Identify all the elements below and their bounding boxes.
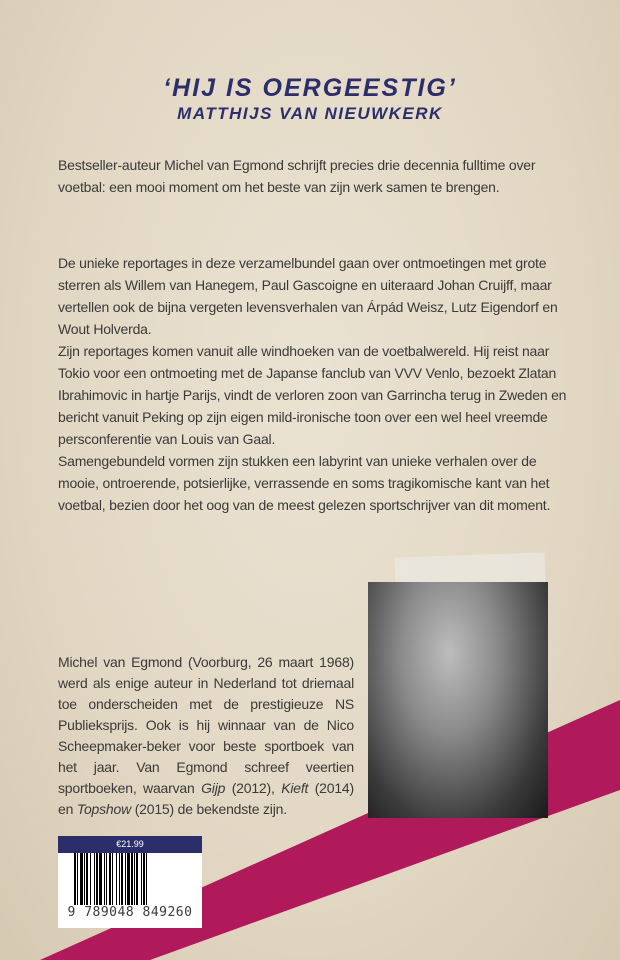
author-photo [368,582,548,818]
bio-text: (2015) de bekendste zijn. [131,801,287,817]
price: €21.99 [58,836,202,853]
book-title: Kieft [281,780,309,796]
barcode-bar [147,853,149,905]
quote-headline: ‘HIJ IS OERGEESTIG’ [163,74,457,102]
book-title: Gijp [201,780,226,796]
blurb [58,252,570,516]
quote-attribution: MATTHIJS VAN NIEUWKERK [177,104,443,123]
isbn: 9 789048 849260 [67,905,193,920]
intro-paragraph [58,154,570,198]
author-bio [58,652,354,820]
bio-text: (2014) en [58,780,354,817]
paragraph-2: De unieke reportages in deze verzamelbundel gaan over ontmoetingen met grote sterren als Willem van Hanegem, Paul Gascoigne en uiteraard Johan Cruijff, maar vertellen ook de bijna vergeten levensverhalen van Árpád Weisz, Lutz Eigendorf en Wout Holverda. [58,255,558,337]
paragraph-3: Zijn reportages komen vanuit alle windhoeken van de voetbalwereld. Hij reist naar Tokio voor een ontmoeting met de Japanse fanclub van VVV Venlo, bezoekt Zlatan Ibrahimovic in hartje Parijs, vindt de verloren zoon van Garrincha terug in Zweden en bericht vanuit Peking op zijn eigen mild-ironische toon over een wel heel vreemde persconferentie van Louis van Gaal. [58,343,567,447]
barcode [74,853,188,905]
bio-text: Michel van Egmond (Voorburg, 26 maart 1968) werd als enige auteur in Nederland tot driemaal toe onderscheiden met de prestigieuze NS Publieksprijs. Ook is hij winnaar van de Nico Scheepmaker-beker voor beste sportboek van het jaar. Van Egmond schreef veertien sportboeken, waarvan [58,654,354,796]
barcode-label [58,836,202,928]
paragraph-1: Bestseller-auteur Michel van Egmond schrijft precies drie decennia fulltime over voetbal: een mooi moment om het beste van zijn werk samen te brengen. [58,157,536,195]
book-title: Topshow [76,801,131,817]
paragraph-4: Samengebundeld vormen zijn stukken een labyrint van unieke verhalen over de mooie, ontroerende, potsierlijke, verrassende en soms tragikomische kant van het voetbal, bezien door het oog van de meest gelezen sportschrijver van dit moment. [58,453,551,513]
bio-text: (2012), [225,780,282,796]
